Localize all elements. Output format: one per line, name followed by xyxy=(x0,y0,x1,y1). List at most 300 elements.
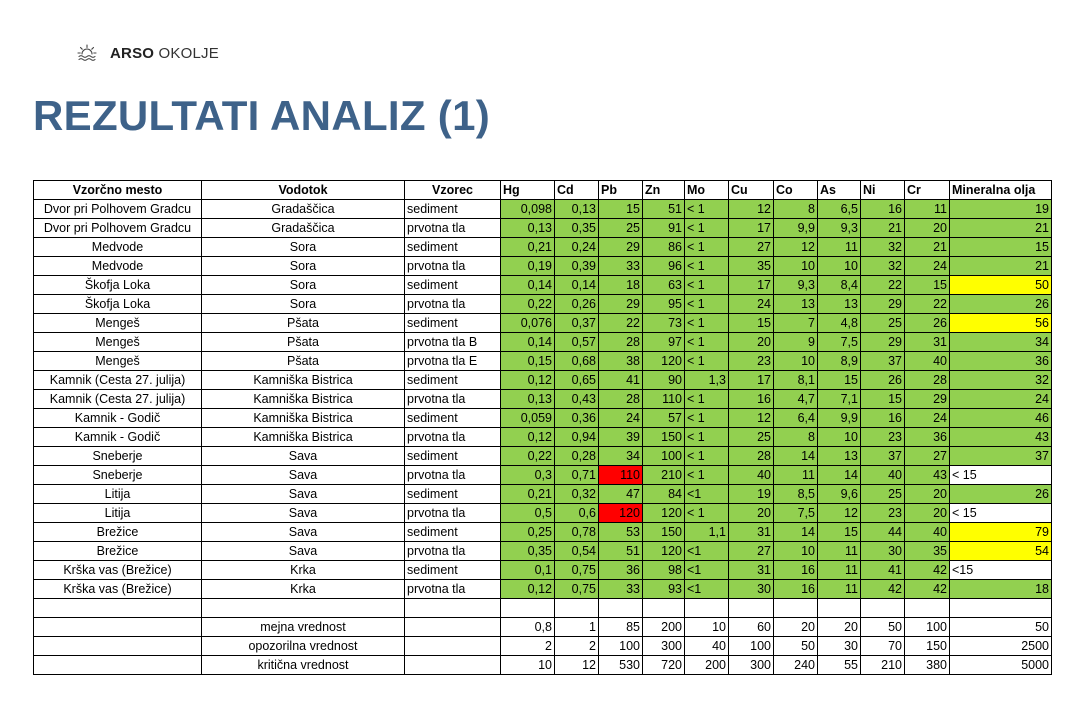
cell-mineral-oil: <15 xyxy=(950,561,1052,580)
cell-hg: 0,12 xyxy=(501,371,555,390)
cell-site: Kamnik - Godič xyxy=(34,409,202,428)
cell-cd: 0,75 xyxy=(555,561,599,580)
table-row xyxy=(34,200,1052,219)
cell-site: Litija xyxy=(34,485,202,504)
cell-zn: 51 xyxy=(643,200,685,219)
table-row xyxy=(34,409,1052,428)
header-sample: Vzorec xyxy=(405,181,501,200)
cell-cr: 26 xyxy=(905,314,950,333)
cell-ni: 23 xyxy=(861,428,905,447)
cell-cr: 31 xyxy=(905,333,950,352)
cell-limit-as: 55 xyxy=(818,656,861,675)
cell-site: Litija xyxy=(34,504,202,523)
cell-mo: < 1 xyxy=(685,409,729,428)
cell-stream: Sava xyxy=(202,447,405,466)
table-row xyxy=(34,447,1052,466)
cell-cd: 0,68 xyxy=(555,352,599,371)
cell-cd: 0,28 xyxy=(555,447,599,466)
cell-co: 10 xyxy=(774,542,818,561)
limit-row xyxy=(34,656,1052,675)
cell-mineral-oil: 32 xyxy=(950,371,1052,390)
cell-mo: < 1 xyxy=(685,428,729,447)
cell-site: Sneberje xyxy=(34,447,202,466)
cell-cr: 20 xyxy=(905,485,950,504)
cell-limit-hg: 0,8 xyxy=(501,618,555,637)
cell-stream: Pšata xyxy=(202,333,405,352)
cell-mineral-oil: 56 xyxy=(950,314,1052,333)
cell-sample: sediment xyxy=(405,561,501,580)
table-row xyxy=(34,504,1052,523)
table-body xyxy=(34,200,1052,675)
cell-mineral-oil: 26 xyxy=(950,485,1052,504)
cell-limit-cd: 1 xyxy=(555,618,599,637)
table-row xyxy=(34,371,1052,390)
cell-site: Dvor pri Polhovem Gradcu xyxy=(34,219,202,238)
cell-as: 11 xyxy=(818,238,861,257)
header-mineral-oil: Mineralna olja xyxy=(950,181,1052,200)
cell-limit-ni: 70 xyxy=(861,637,905,656)
cell-cd: 0,94 xyxy=(555,428,599,447)
cell-as: 10 xyxy=(818,428,861,447)
cell-empty xyxy=(861,599,905,618)
cell-co: 8,1 xyxy=(774,371,818,390)
cell-sample: prvotna tla xyxy=(405,580,501,599)
cell-mo: < 1 xyxy=(685,504,729,523)
cell-cu: 40 xyxy=(729,466,774,485)
cell-limit-co: 240 xyxy=(774,656,818,675)
cell-as: 10 xyxy=(818,257,861,276)
cell-co: 8 xyxy=(774,428,818,447)
cell-limit-label: kritična vrednost xyxy=(202,656,405,675)
cell-hg: 0,059 xyxy=(501,409,555,428)
cell-ni: 21 xyxy=(861,219,905,238)
cell-mineral-oil: 46 xyxy=(950,409,1052,428)
cell-cu: 17 xyxy=(729,276,774,295)
cell-stream: Sora xyxy=(202,276,405,295)
cell-sample: sediment xyxy=(405,314,501,333)
cell-cd: 0,6 xyxy=(555,504,599,523)
cell-ni: 42 xyxy=(861,580,905,599)
cell-pb: 18 xyxy=(599,276,643,295)
cell-co: 13 xyxy=(774,295,818,314)
cell-limit-co: 50 xyxy=(774,637,818,656)
cell-cu: 31 xyxy=(729,523,774,542)
cell-stream: Pšata xyxy=(202,314,405,333)
cell-cr: 24 xyxy=(905,257,950,276)
cell-stream: Sava xyxy=(202,504,405,523)
cell-empty xyxy=(729,599,774,618)
cell-hg: 0,35 xyxy=(501,542,555,561)
cell-cr: 36 xyxy=(905,428,950,447)
cell-limit-pb: 530 xyxy=(599,656,643,675)
cell-limit-as: 20 xyxy=(818,618,861,637)
cell-pb: 33 xyxy=(599,257,643,276)
cell-co: 7,5 xyxy=(774,504,818,523)
cell-as: 13 xyxy=(818,295,861,314)
cell-pb: 41 xyxy=(599,371,643,390)
cell-stream: Kamniška Bistrica xyxy=(202,428,405,447)
header-stream: Vodotok xyxy=(202,181,405,200)
cell-ni: 30 xyxy=(861,542,905,561)
cell-zn: 57 xyxy=(643,409,685,428)
cell-zn: 73 xyxy=(643,314,685,333)
cell-cr: 43 xyxy=(905,466,950,485)
cell-as: 6,5 xyxy=(818,200,861,219)
cell-hg: 0,25 xyxy=(501,523,555,542)
cell-cd: 0,65 xyxy=(555,371,599,390)
cell-zn: 97 xyxy=(643,333,685,352)
cell-limit-label: mejna vrednost xyxy=(202,618,405,637)
cell-site: Brežice xyxy=(34,523,202,542)
cell-limit-ni: 50 xyxy=(861,618,905,637)
cell-cu: 17 xyxy=(729,371,774,390)
cell-sample: sediment xyxy=(405,200,501,219)
table-row xyxy=(34,352,1052,371)
cell-cu: 12 xyxy=(729,409,774,428)
cell-cr: 24 xyxy=(905,409,950,428)
cell-sample: sediment xyxy=(405,409,501,428)
cell-mineral-oil: 26 xyxy=(950,295,1052,314)
cell-stream: Sora xyxy=(202,238,405,257)
cell-ni: 25 xyxy=(861,485,905,504)
cell-cu: 24 xyxy=(729,295,774,314)
cell-cu: 20 xyxy=(729,333,774,352)
cell-cr: 40 xyxy=(905,352,950,371)
cell-hg: 0,076 xyxy=(501,314,555,333)
cell-sample: sediment xyxy=(405,238,501,257)
brand-light: OKOLJE xyxy=(158,44,219,62)
cell-stream: Gradaščica xyxy=(202,219,405,238)
cell-site: Kamnik (Cesta 27. julija) xyxy=(34,371,202,390)
cell-co: 14 xyxy=(774,523,818,542)
cell-mo: < 1 xyxy=(685,314,729,333)
cell-cr: 42 xyxy=(905,580,950,599)
cell-empty xyxy=(774,599,818,618)
cell-cu: 28 xyxy=(729,447,774,466)
cell-site: Brežice xyxy=(34,542,202,561)
cell-site: Mengeš xyxy=(34,352,202,371)
cell-cd: 0,54 xyxy=(555,542,599,561)
cell-as: 4,8 xyxy=(818,314,861,333)
cell-as: 7,1 xyxy=(818,390,861,409)
cell-limit-cr: 150 xyxy=(905,637,950,656)
cell-sample: sediment xyxy=(405,371,501,390)
cell-stream: Kamniška Bistrica xyxy=(202,390,405,409)
cell-pb: 28 xyxy=(599,333,643,352)
cell-mo: < 1 xyxy=(685,257,729,276)
cell-hg: 0,12 xyxy=(501,580,555,599)
cell-sample: sediment xyxy=(405,447,501,466)
cell-stream: Sava xyxy=(202,542,405,561)
cell-empty xyxy=(34,599,202,618)
table-row xyxy=(34,390,1052,409)
cell-stream: Gradaščica xyxy=(202,200,405,219)
cell-mo: 1,1 xyxy=(685,523,729,542)
table-row xyxy=(34,466,1052,485)
cell-sample: prvotna tla E xyxy=(405,352,501,371)
cell-limit-hg: 10 xyxy=(501,656,555,675)
cell-limit-hg: 2 xyxy=(501,637,555,656)
cell-co: 12 xyxy=(774,238,818,257)
cell-mo: < 1 xyxy=(685,238,729,257)
table-row xyxy=(34,428,1052,447)
cell-sample: prvotna tla xyxy=(405,219,501,238)
cell-cu: 23 xyxy=(729,352,774,371)
table-row xyxy=(34,333,1052,352)
cell-co: 10 xyxy=(774,352,818,371)
cell-empty xyxy=(905,599,950,618)
header-mo: Mo xyxy=(685,181,729,200)
cell-site: Škofja Loka xyxy=(34,295,202,314)
cell-zn: 110 xyxy=(643,390,685,409)
cell-empty xyxy=(685,599,729,618)
table-row xyxy=(34,485,1052,504)
cell-empty xyxy=(202,599,405,618)
cell-pb: 24 xyxy=(599,409,643,428)
cell-mineral-oil: 50 xyxy=(950,276,1052,295)
cell-ni: 37 xyxy=(861,352,905,371)
table-row xyxy=(34,561,1052,580)
cell-cd: 0,13 xyxy=(555,200,599,219)
cell-limit-mineral-oil: 50 xyxy=(950,618,1052,637)
cell-pb: 38 xyxy=(599,352,643,371)
cell-limit-mo: 40 xyxy=(685,637,729,656)
cell-zn: 96 xyxy=(643,257,685,276)
table-row xyxy=(34,238,1052,257)
cell-ni: 16 xyxy=(861,409,905,428)
cell-zn: 150 xyxy=(643,428,685,447)
cell-mineral-oil: 54 xyxy=(950,542,1052,561)
cell-as: 11 xyxy=(818,580,861,599)
header-ni: Ni xyxy=(861,181,905,200)
cell-hg: 0,1 xyxy=(501,561,555,580)
cell-stream: Pšata xyxy=(202,352,405,371)
cell-hg: 0,5 xyxy=(501,504,555,523)
cell-cr: 27 xyxy=(905,447,950,466)
header-zn: Zn xyxy=(643,181,685,200)
cell-co: 9,9 xyxy=(774,219,818,238)
cell-mineral-oil: 21 xyxy=(950,257,1052,276)
cell-as: 9,9 xyxy=(818,409,861,428)
cell-cd: 0,43 xyxy=(555,390,599,409)
cell-hg: 0,21 xyxy=(501,485,555,504)
cell-as: 11 xyxy=(818,542,861,561)
cell-zn: 120 xyxy=(643,542,685,561)
cell-hg: 0,22 xyxy=(501,295,555,314)
page-title: REZULTATI ANALIZ (1) xyxy=(33,92,491,139)
cell-limit-label: opozorilna vrednost xyxy=(202,637,405,656)
cell-limit-cu: 60 xyxy=(729,618,774,637)
results-table xyxy=(33,180,1052,675)
table-row xyxy=(34,523,1052,542)
cell-cu: 27 xyxy=(729,238,774,257)
cell-ni: 23 xyxy=(861,504,905,523)
cell-limit-zn: 720 xyxy=(643,656,685,675)
cell-mineral-oil: 24 xyxy=(950,390,1052,409)
cell-empty xyxy=(405,637,501,656)
cell-limit-cu: 300 xyxy=(729,656,774,675)
table-row xyxy=(34,580,1052,599)
limit-row xyxy=(34,618,1052,637)
cell-site: Krška vas (Brežice) xyxy=(34,580,202,599)
cell-mo: < 1 xyxy=(685,352,729,371)
cell-site: Mengeš xyxy=(34,314,202,333)
cell-as: 14 xyxy=(818,466,861,485)
header-pb: Pb xyxy=(599,181,643,200)
sun-waves-icon xyxy=(77,44,97,62)
cell-cr: 20 xyxy=(905,219,950,238)
cell-cu: 25 xyxy=(729,428,774,447)
cell-empty xyxy=(643,599,685,618)
cell-mineral-oil: 79 xyxy=(950,523,1052,542)
cell-site: Škofja Loka xyxy=(34,276,202,295)
cell-sample: prvotna tla xyxy=(405,390,501,409)
cell-mineral-oil: < 15 xyxy=(950,504,1052,523)
cell-pb: 53 xyxy=(599,523,643,542)
cell-pb: 25 xyxy=(599,219,643,238)
cell-empty xyxy=(34,656,202,675)
cell-zn: 84 xyxy=(643,485,685,504)
cell-zn: 90 xyxy=(643,371,685,390)
cell-pb: 33 xyxy=(599,580,643,599)
cell-co: 6,4 xyxy=(774,409,818,428)
cell-mo: <1 xyxy=(685,485,729,504)
cell-zn: 120 xyxy=(643,352,685,371)
cell-cr: 22 xyxy=(905,295,950,314)
cell-limit-pb: 100 xyxy=(599,637,643,656)
cell-co: 4,7 xyxy=(774,390,818,409)
table-spacer-row xyxy=(34,599,1052,618)
cell-mineral-oil: 19 xyxy=(950,200,1052,219)
header-hg: Hg xyxy=(501,181,555,200)
cell-sample: prvotna tla xyxy=(405,295,501,314)
cell-sample: prvotna tla B xyxy=(405,333,501,352)
cell-co: 8,5 xyxy=(774,485,818,504)
cell-limit-cr: 100 xyxy=(905,618,950,637)
cell-co: 7 xyxy=(774,314,818,333)
cell-ni: 29 xyxy=(861,333,905,352)
cell-as: 8,9 xyxy=(818,352,861,371)
cell-zn: 63 xyxy=(643,276,685,295)
table-row xyxy=(34,257,1052,276)
cell-cd: 0,71 xyxy=(555,466,599,485)
cell-stream: Krka xyxy=(202,580,405,599)
cell-hg: 0,21 xyxy=(501,238,555,257)
cell-stream: Krka xyxy=(202,561,405,580)
cell-as: 8,4 xyxy=(818,276,861,295)
cell-hg: 0,14 xyxy=(501,333,555,352)
cell-co: 11 xyxy=(774,466,818,485)
cell-co: 16 xyxy=(774,561,818,580)
table-row xyxy=(34,542,1052,561)
cell-cd: 0,57 xyxy=(555,333,599,352)
cell-limit-ni: 210 xyxy=(861,656,905,675)
table-row xyxy=(34,295,1052,314)
cell-cd: 0,78 xyxy=(555,523,599,542)
cell-ni: 41 xyxy=(861,561,905,580)
cell-zn: 86 xyxy=(643,238,685,257)
cell-hg: 0,3 xyxy=(501,466,555,485)
cell-as: 11 xyxy=(818,561,861,580)
cell-hg: 0,19 xyxy=(501,257,555,276)
cell-mo: < 1 xyxy=(685,390,729,409)
cell-ni: 25 xyxy=(861,314,905,333)
cell-empty xyxy=(405,656,501,675)
cell-mo: < 1 xyxy=(685,276,729,295)
cell-empty xyxy=(599,599,643,618)
cell-cu: 35 xyxy=(729,257,774,276)
cell-cu: 15 xyxy=(729,314,774,333)
cell-limit-cr: 380 xyxy=(905,656,950,675)
limit-row xyxy=(34,637,1052,656)
cell-pb: 39 xyxy=(599,428,643,447)
cell-zn: 150 xyxy=(643,523,685,542)
cell-cu: 19 xyxy=(729,485,774,504)
header-cr: Cr xyxy=(905,181,950,200)
cell-cr: 15 xyxy=(905,276,950,295)
header-site: Vzorčno mesto xyxy=(34,181,202,200)
cell-mo: <1 xyxy=(685,580,729,599)
cell-cd: 0,36 xyxy=(555,409,599,428)
cell-co: 9,3 xyxy=(774,276,818,295)
cell-co: 14 xyxy=(774,447,818,466)
cell-hg: 0,15 xyxy=(501,352,555,371)
cell-mo: < 1 xyxy=(685,466,729,485)
cell-ni: 16 xyxy=(861,200,905,219)
cell-cd: 0,75 xyxy=(555,580,599,599)
cell-ni: 26 xyxy=(861,371,905,390)
cell-as: 13 xyxy=(818,447,861,466)
cell-as: 9,6 xyxy=(818,485,861,504)
cell-site: Dvor pri Polhovem Gradcu xyxy=(34,200,202,219)
arso-logo xyxy=(77,44,219,62)
table-row xyxy=(34,276,1052,295)
cell-cd: 0,32 xyxy=(555,485,599,504)
cell-co: 16 xyxy=(774,580,818,599)
cell-cr: 20 xyxy=(905,504,950,523)
cell-pb: 28 xyxy=(599,390,643,409)
cell-stream: Sava xyxy=(202,523,405,542)
header-cu: Cu xyxy=(729,181,774,200)
cell-stream: Kamniška Bistrica xyxy=(202,371,405,390)
cell-pb: 15 xyxy=(599,200,643,219)
cell-pb: 36 xyxy=(599,561,643,580)
cell-limit-mo: 10 xyxy=(685,618,729,637)
cell-site: Sneberje xyxy=(34,466,202,485)
cell-limit-co: 20 xyxy=(774,618,818,637)
cell-site: Medvode xyxy=(34,238,202,257)
cell-ni: 22 xyxy=(861,276,905,295)
cell-co: 8 xyxy=(774,200,818,219)
cell-mo: <1 xyxy=(685,542,729,561)
cell-cd: 0,24 xyxy=(555,238,599,257)
cell-empty xyxy=(34,618,202,637)
cell-pb: 29 xyxy=(599,295,643,314)
cell-cr: 35 xyxy=(905,542,950,561)
cell-limit-mineral-oil: 2500 xyxy=(950,637,1052,656)
cell-limit-zn: 300 xyxy=(643,637,685,656)
table-row xyxy=(34,219,1052,238)
cell-as: 15 xyxy=(818,523,861,542)
cell-cr: 28 xyxy=(905,371,950,390)
cell-stream: Sava xyxy=(202,466,405,485)
cell-cd: 0,35 xyxy=(555,219,599,238)
cell-cr: 11 xyxy=(905,200,950,219)
cell-mineral-oil: 18 xyxy=(950,580,1052,599)
cell-limit-cd: 12 xyxy=(555,656,599,675)
cell-mo: 1,3 xyxy=(685,371,729,390)
cell-mo: < 1 xyxy=(685,333,729,352)
